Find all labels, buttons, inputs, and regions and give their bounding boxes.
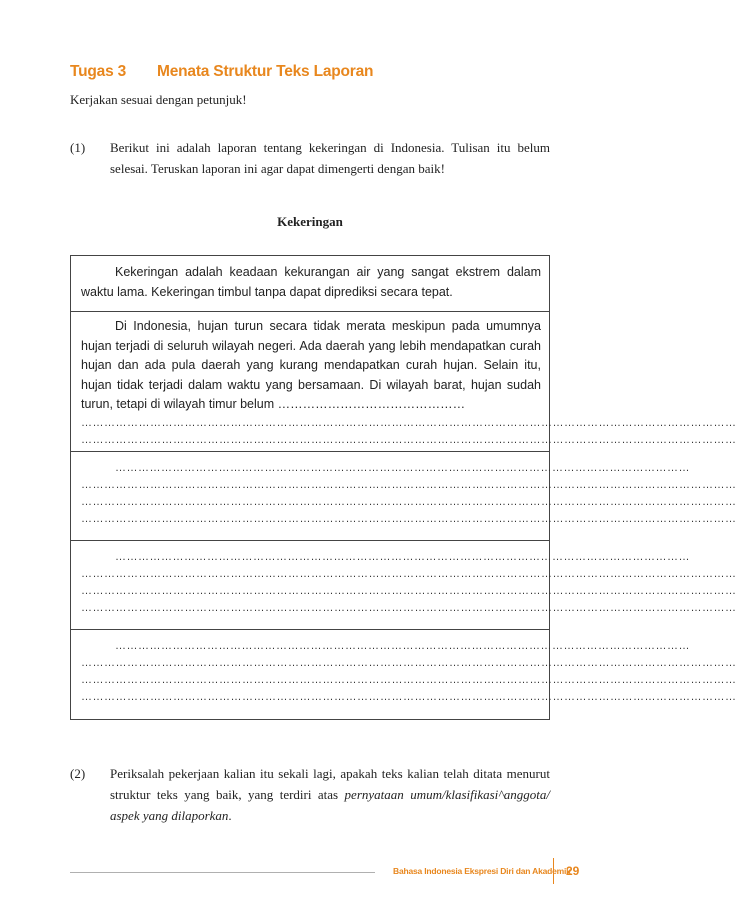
blank-line[interactable]: ………………………………………………………………………………………………………………………………………………………	[81, 674, 737, 686]
report-row-5	[71, 630, 737, 719]
question-2-text-plain: Periksalah pekerjaan kalian itu sekali lagi, apakah teks kalian telah ditata menurut struktur teks yang baik, yang terdiri atas	[110, 766, 550, 802]
page-number: 29	[566, 864, 580, 878]
report-title: Kekeringan	[277, 214, 343, 229]
footer-rule	[70, 872, 375, 873]
task-label: Tugas 3	[70, 63, 127, 80]
report-paragraph-2: Di Indonesia, hujan turun secara tidak merata meskipun pada umumnya hujan terjadi di seluruh wilayah negeri. Ada daerah yang lebih mendapatkan curah hujan dan ada pula daerah yang kurang mendapatkan curah hujan. Selain itu, hujan tidak terjadi dalam waktu yang bersamaan. Di wilayah barat, hujan sudah turun, tetapi di wilayah timur belum ………………………………………	[81, 319, 541, 411]
blank-line[interactable]: ……………………………………………………………………………………………………………………………………	[115, 462, 690, 474]
blank-line[interactable]: ………………………………………………………………………………………………………………………………………………………	[81, 513, 737, 525]
report-row-4	[71, 541, 737, 630]
blank-line[interactable]: ………………………………………………………………………………………………………………………………………………………	[81, 657, 737, 669]
footer-divider	[553, 858, 554, 884]
question-2-number: (2)	[70, 766, 86, 781]
task-heading	[70, 63, 374, 81]
report-table	[70, 255, 737, 720]
question-1-number: (1)	[70, 140, 86, 155]
blank-line[interactable]: ………………………………………………………………………………………………………………………………………………………	[81, 691, 737, 703]
question-2-text-end: .	[228, 808, 232, 823]
instruction-text: Kerjakan sesuai dengan petunjuk!	[70, 92, 247, 107]
footer-book-title: Bahasa Indonesia Ekspresi Diri dan Akademik	[393, 866, 571, 876]
task-title: Menata Struktur Teks Laporan	[157, 63, 374, 80]
question-2-text	[110, 763, 550, 826]
blank-line[interactable]: ……………………………………………………………………………………………………………………………………	[115, 640, 690, 652]
report-paragraph-1: Kekeringan adalah keadaan kekurangan air yang sangat ekstrem dalam waktu lama. Kekeringan timbul tanpa dapat diprediksi secara tepat.	[81, 265, 541, 299]
question-2-text-italic: pernyataan umum/klasifikasi^anggota/ aspek yang dilaporkan	[110, 787, 551, 823]
blank-line[interactable]: ……………………………………………………………………………………………………………………………………	[115, 551, 690, 563]
question-1-text: Berikut ini adalah laporan tentang kekeringan di Indonesia. Tulisan itu belum selesai. Teruskan laporan ini agar dapat dimengerti dengan baik!	[110, 140, 550, 176]
report-row-2	[71, 312, 737, 452]
blank-line[interactable]: ………………………………………………………………………………………………………………………………………………………	[81, 568, 737, 580]
blank-line[interactable]: ………………………………………………………………………………………………………………………………………………………	[81, 433, 737, 446]
report-row-3	[71, 452, 737, 541]
blank-line[interactable]: ………………………………………………………………………………………………………………………………………………………	[81, 496, 737, 508]
blank-line[interactable]: ………………………………………………………………………………………………………………………………………………………	[81, 602, 737, 614]
blank-line[interactable]: ………………………………………………………………………………………………………………………………………………………	[81, 479, 737, 491]
blank-line[interactable]: ………………………………………………………………………………………………………………………………………………………	[81, 416, 737, 429]
blank-line[interactable]: ………………………………………………………………………………………………………………………………………………………	[81, 585, 737, 597]
report-row-1	[71, 256, 549, 312]
